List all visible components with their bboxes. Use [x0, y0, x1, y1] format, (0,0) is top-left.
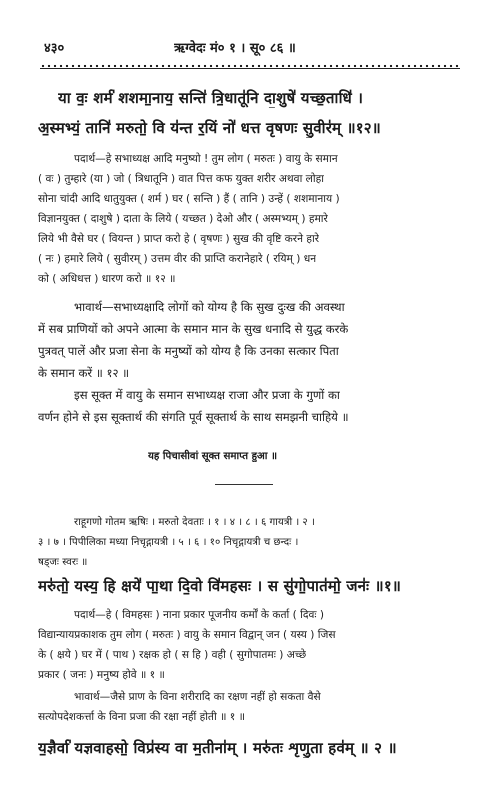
- hymn-end-note: यह पिचासीवां सूक्त समाप्त हुआ ॥: [148, 451, 278, 462]
- padartha-line: पदार्थ—हे ( विमहसः ) नाना प्रकार पूजनीय कर्मों के कर्ता ( दिवः ): [74, 609, 325, 621]
- bhavartha-line: में सब प्राणियों को अपने आत्मा के समान मान के सुख धनादि से युद्ध करके: [38, 322, 349, 336]
- mantra-line: या वः॒ शर्म॑ शशमा॒नाय॒ सन्ति॑ त्रि॒धातू॑नि दा॒शुषे॑ यच्छ॒ताधि॑ ।: [58, 89, 364, 107]
- running-title: ऋग्वेदः मं० १ । सू० ८६ ॥: [174, 41, 296, 56]
- bhavartha-line: भावार्थ—जैसे प्राण के विना शरीरादि का रक्षण नहीं हो सकता वैसे: [74, 691, 321, 703]
- mantra-line: य॒ज्ञैर्वा॑ यज्ञवाहसो॒ विप्र॑स्य वा म॒तीना॑म् । मरु॑तः शृणु॒ता हव॑म् ॥ २ ॥: [38, 739, 397, 757]
- hymn-intro-line: षड्जः स्वरः ॥: [38, 557, 88, 568]
- mantra-line: अ॒स्मभ्यं॒ तानि॑ मरुतो॒ वि य॑न्त र॒यिं नो॑ धत्त वृषणः सु॒वीर॑म् ॥१२॥: [38, 119, 381, 137]
- conclusion-line: इस सूक्त में वायु के समान सभाध्यक्ष राजा और प्रजा के गुणों का: [74, 388, 340, 402]
- padartha-line: लिये भी वैसे घर ( वियन्त ) प्राप्त करो हे ( वृषणः ) सुख की वृष्टि करने हारे: [38, 233, 320, 245]
- padartha-line: प्रकार ( जनः ) मनुष्य होवे ॥ १ ॥: [38, 669, 165, 681]
- bhavartha-line: भावार्थ—सभाध्यक्षादि लोगों को योग्य है कि सुख दुःख की अवस्था: [74, 300, 345, 314]
- bhavartha-line: के समान करें ॥ १२ ॥: [38, 366, 130, 380]
- conclusion-line: वर्णन होने से इस सूक्तार्थ की संगति पूर्व सूक्तार्थ के साथ समझनी चाहिये ॥: [38, 410, 349, 424]
- bhavartha-line: पुत्रवत् पालें और प्रजा सेना के मनुष्यों को योग्य है कि उनका सत्कार पिता: [38, 344, 339, 358]
- mantra-line: मरु॑तो॒ यस्य॒ हि क्षये॑ पा॒था दि॒वो वि॑महसः । स सु॑गो॒पात॑मो॒ जनः॑ ॥१॥: [38, 577, 402, 595]
- hymn-intro-line: राहूगणो गोतम ऋषिः । मरुतो देवताः । १ । ४ । ८ । ६ गायत्री । २ ।: [74, 517, 315, 528]
- padartha-line: सोना चांदी आदि धातुयुक्त ( शर्म ) घर ( सन्ति ) हैं ( तानि ) उन्हें ( शशमानाय ): [38, 193, 340, 205]
- padartha-line: ( वः ) तुम्हारे (या ) जो ( त्रिधातूनि ) वात पित्त कफ युक्त शरीर अथवा लोहा: [38, 173, 324, 185]
- page-number: ४३०: [44, 41, 65, 56]
- padartha-line: पदार्थ—हे सभाध्यक्ष आदि मनुष्यो ! तुम लोग ( मरुतः ) वायु के समान: [74, 153, 338, 165]
- padartha-line: के ( क्षये ) घर में ( पाथ ) रक्षक हो ( स हि ) वही ( सुगोपातमः ) अच्छे: [38, 649, 307, 661]
- header-rule: [40, 68, 460, 69]
- padartha-line: विज्ञानयुक्त ( दाशुषे ) दाता के लिये ( यच्छत ) देओ और ( अस्मभ्यम् ) हमारे: [38, 213, 328, 225]
- hymn-intro-line: ३ । ७ । पिपीलिका मध्या निचृद्गायत्री । ५ । ६ । १० निचृद्गायत्री च छन्दः ।: [38, 537, 299, 548]
- bhavartha-line: सत्योपदेशकर्त्ता के विना प्रजा की रक्षा नहीं होती ॥ १ ॥: [38, 711, 246, 723]
- padartha-line: विद्यान्यायप्रकाशक तुम लोग ( मरुतः ) वायु के समान विद्वान् जन ( यस्य ) जिस: [38, 629, 336, 641]
- padartha-line: ( नः ) हमारे लिये ( सुवीरम् ) उत्तम वीर की प्राप्ति करानेहारे ( रयिम् ) धन: [38, 253, 317, 265]
- padartha-line: को ( अधिधत्त ) धारण करो ॥ १२ ॥: [38, 273, 176, 285]
- section-separator: [215, 484, 273, 485]
